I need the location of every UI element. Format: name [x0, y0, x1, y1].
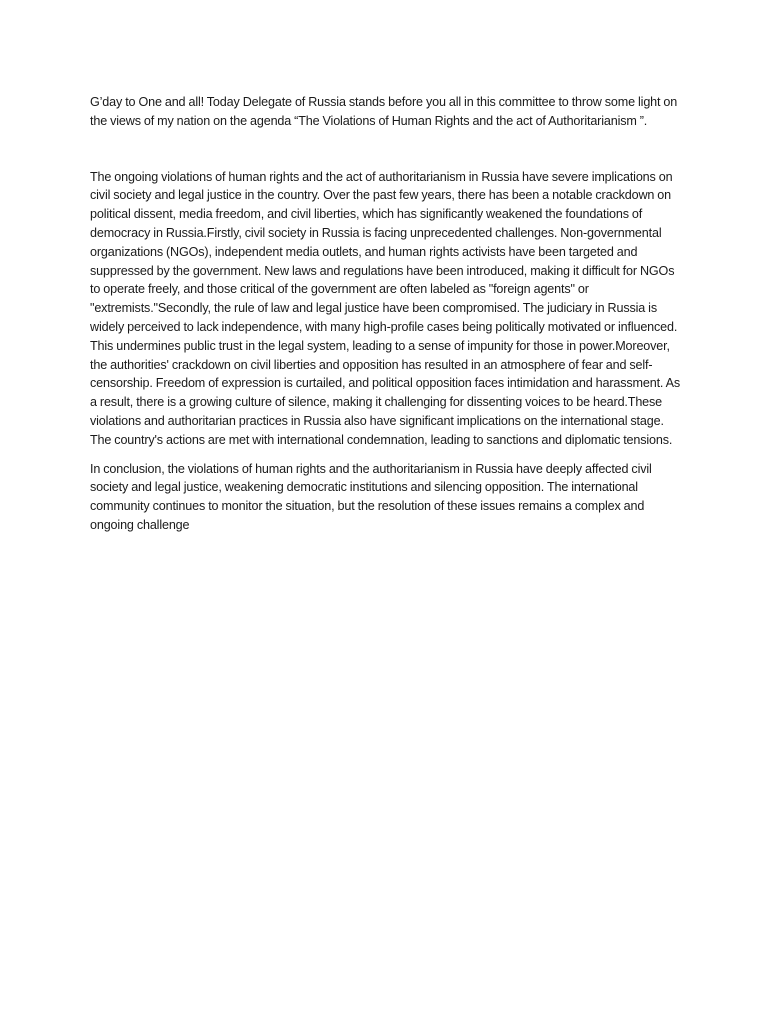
- document-body: [90, 93, 682, 535]
- conclusion-paragraph: In conclusion, the violations of human rights and the authoritarianism in Russia have deeply affected civil society and legal justice, weakening democratic institutions and silencing opposition. The international community continues to monitor the situation, but the resolution of these issues remains a complex and ongoing challenge: [90, 461, 652, 532]
- opening-paragraph: G’day to One and all! Today Delegate of Russia stands before you all in this committee to throw some light on the views of my nation on the agenda “The Violations of Human Rights and the act of Authoritarianism ”.: [90, 95, 678, 128]
- body-paragraph: The ongoing violations of human rights and the act of authoritarianism in Russia have severe implications on civil society and legal justice in the country. Over the past few years, there has been a notable crackdown on political dissent, media freedom, and civil liberties, which has significantly weakened the foundations of democracy in Russia.Firstly, civil society in Russia is facing unprecedented challenges. Non-governmental organizations (NGOs), independent media outlets, and human rights activists have been targeted and suppressed by the government. New laws and regulations have been introduced, making it difficult for NGOs to operate freely, and those critical of the government are often labeled as "foreign agents" or "extremists."Secondly, the rule of law and legal justice have been compromised. The judiciary in Russia is widely perceived to lack independence, with many high-profile cases being politically motivated or influenced. This undermines public trust in the legal system, leading to a sense of impunity for those in power.Moreover, the authorities' crackdown on civil liberties and opposition has resulted in an atmosphere of fear and self-censorship. Freedom of expression is curtailed, and political opposition faces intimidation and harassment. As a result, there is a growing culture of silence, making it challenging for dissenting voices to be heard.These violations and authoritarian practices in Russia also have significant implications on the international stage. The country's actions are met with international condemnation, leading to sanctions and diplomatic tensions.: [90, 169, 681, 447]
